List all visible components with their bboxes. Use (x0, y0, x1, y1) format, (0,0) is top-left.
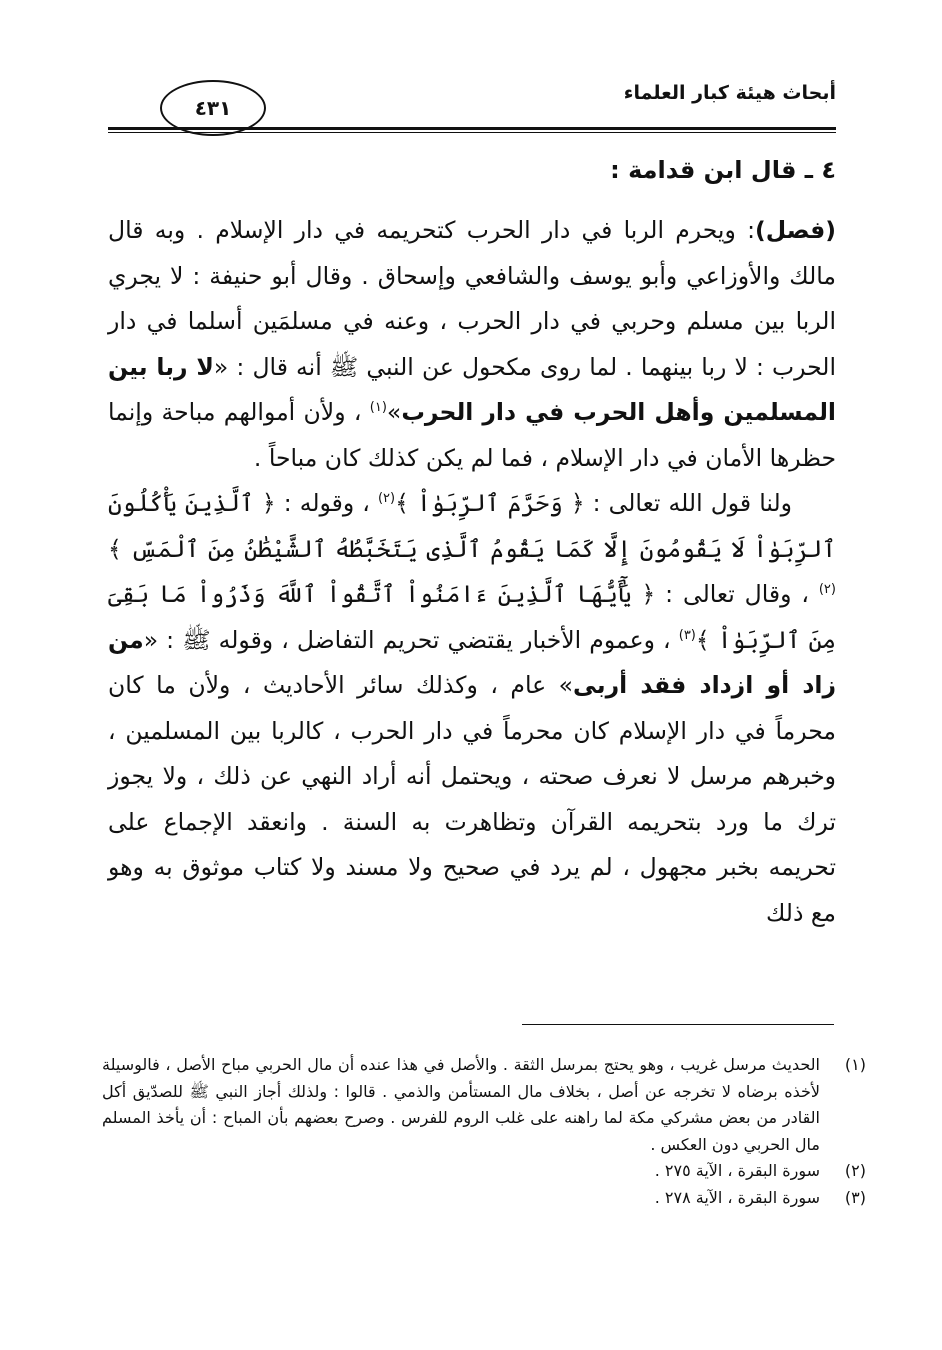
header-rule-thin (108, 132, 836, 133)
footnote-1 (102, 1052, 866, 1158)
hadith-quote-2: من زاد أو ازداد فقد أربى (108, 625, 836, 699)
footnote-text: الحديث مرسل غريب ، وهو يحتج بمرسل الثقة . والأصل في هذا عنده أن مال الحربي مباح الأصل ، فالوسيلة لأخذه برضاه لا تخرجه عن أصل ، بخلاف مال المستأمن والذمي . قالوا : ولذلك أجاز النبي ﷺ للصدّيق أكل القادر من بعض مشركي مكة لما راهنه على غلب الروم للفرس . وصرح بعضهم بأن المباح : أن يأخذ المسلم مال الحربي دون العكس . (102, 1055, 820, 1154)
quran-verse-2: ﴿ ٱلَّذِينَ يَأْكُلُونَ ٱلرِّبَوٰاْ لَا يَقُومُونَ إِلَّا كَمَا يَقُومُ ٱلَّذِى يَتَخَبَّطُهُ ٱلشَّيْطَٰنُ مِنَ ٱلْمَسِّ ﴾ (108, 489, 836, 563)
p2-text-c: ، وقال تعالى : (655, 580, 819, 608)
quran-verse-1: ﴿ وَحَرَّمَ ٱلرِّبَوٰاْ ﴾ (395, 489, 585, 517)
paragraph-1 (108, 208, 836, 481)
p1-text-a: : ويحرم الربا في دار الحرب كتحريمه في دار الإسلام . وبه قال مالك والأوزاعي وأبو يوسف والشافعي وإسحاق . وقال أبو حنيفة : لا يجري الربا بين مسلم وحربي في دار الحرب ، وعنه في مسلمَين أسلما في دار الحرب : لا ربا بينهما . لما روى مكحول عن النبي ﷺ أنه قال : « (108, 216, 836, 381)
p2-text-a: ولنا قول الله تعالى : (584, 489, 792, 517)
footnote-separator (522, 1024, 834, 1025)
p2-text-b: ، وقوله : (275, 489, 378, 517)
p2-text-e: » عام ، وكذلك سائر الأحاديث ، ولأن ما كان محرماً في دار الإسلام كان محرماً في دار الحرب ، كالربا بين المسلمين ، وخبرهم مرسل لا نعرف صحته ، ويحتمل أنه أراد النهي عن ذلك ، ولا يجوز ترك ما ورد بتحريمه القرآن وتظاهرت به السنة . وانعقد الإجماع على تحريمه بخبر مجهول ، لم يرد في صحيح ولا مسند ولا كتاب موثوق به وهو مع ذلك (108, 671, 836, 927)
footnote-number: (١) (844, 1055, 866, 1074)
section-heading: ٤ ـ قال ابن قدامة : (610, 156, 836, 184)
footnote-number: (٣) (844, 1187, 866, 1207)
header-rule-thick (108, 127, 836, 130)
page-number: ٤٣١ (194, 96, 232, 120)
p1-quote-close: » (386, 398, 402, 426)
running-head-title: أبحاث هيئة كبار العلماء (623, 82, 836, 104)
footnote-number: (٢) (844, 1161, 866, 1180)
p1-text-b: ، ولأن أموالهم مباحة وإنما حظرها الأمان في دار الإسلام ، فما لم يكن كذلك كان مباحاً . (108, 398, 836, 472)
hadith-quote-1: لا ربا بين المسلمين وأهل الحرب في دار الحرب (108, 352, 836, 426)
footnote-ref-3: (٣) (678, 627, 696, 643)
footnote-ref-2a: (٢) (377, 491, 396, 507)
paragraph-2 (108, 481, 836, 936)
header-rule (108, 127, 836, 133)
footnote-2 (102, 1158, 866, 1185)
fasl-label: (فصل) (755, 216, 836, 244)
footnote-ref-2b: (٢) (818, 582, 836, 598)
quran-verse-3: ﴿ يَٰٓأَيُّهَا ٱلَّذِينَ ءَامَنُواْ ٱتَّقُواْ ٱللَّهَ وَذَرُواْ مَا بَقِىَ مِنَ ٱلرِّبَوٰاْ ﴾ (108, 580, 836, 654)
footnote-3 (102, 1185, 866, 1212)
p2-text-d: ، وعموم الأخبار يقتضي تحريم التفاضل ، وقوله ﷺ : « (143, 625, 679, 654)
footnote-ref-1: (١) (369, 400, 387, 416)
footnote-text: سورة البقرة ، الآية ٢٧٨ . (654, 1187, 820, 1207)
footnotes (102, 1052, 866, 1211)
footnote-text: سورة البقرة ، الآية ٢٧٥ . (654, 1161, 820, 1180)
main-text (108, 208, 836, 936)
